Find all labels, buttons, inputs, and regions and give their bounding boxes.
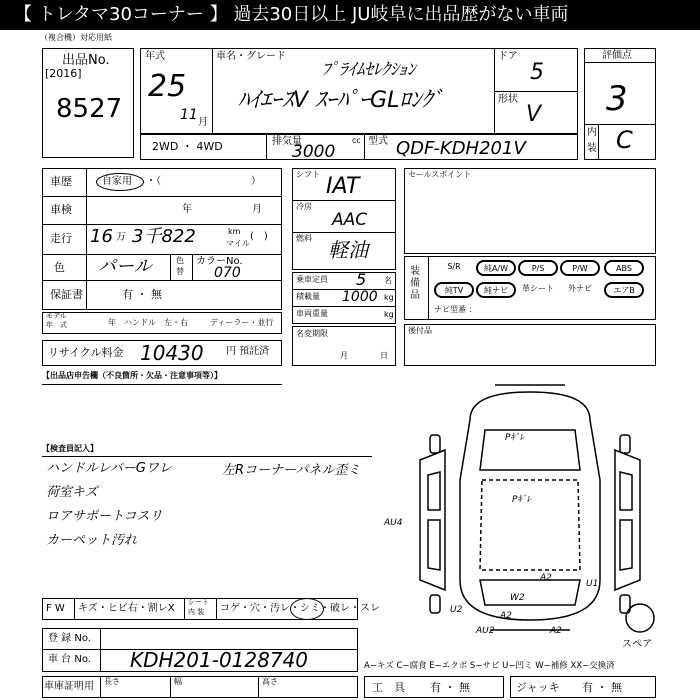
certificate-length: 長さ (104, 677, 120, 686)
grade-points-label: 評価点 (602, 50, 632, 61)
model-year-label2: 年 式 (46, 321, 67, 329)
warranty-options: 有 ・ 無 (122, 288, 162, 301)
displacement-label: 排気量 (272, 136, 302, 147)
inspection-note-left: ハンドルレバーGワレ (46, 461, 172, 476)
diagram-mark: U2 (450, 605, 463, 615)
notice-title: 【出品店申告欄（不良箇所・欠品・注意事項等）】 (42, 371, 222, 380)
equipment-item: 革シート (522, 284, 554, 293)
name-change-month: 月 (340, 351, 348, 360)
weight-unit: kg (384, 310, 394, 319)
recycle-suffix: 円 預託済 (226, 346, 270, 357)
shift-value: IAT (326, 174, 360, 199)
aircon-label: 冷房 (296, 202, 312, 211)
inspection-note-left: 荷室キズ (46, 485, 98, 500)
lot-number: 8527 (56, 94, 123, 124)
color-kae2: 替 (176, 267, 184, 276)
history-value: 自家用 (102, 176, 132, 187)
diagram-mark: W2 (510, 593, 525, 603)
tools-label: 工 具 (372, 681, 405, 694)
diagram-mark: A2 (540, 573, 552, 583)
diagram-mark: AU4 (384, 518, 403, 528)
load-unit: kg (384, 293, 394, 302)
drive-text: 2WD ・ 4WD (152, 140, 223, 153)
damage-legend: A−キズ C−腐食 E−エクボ S−サビ U−凹ミ W−補修 XX−交換済 (364, 661, 615, 671)
model-year-label1: モデル (46, 312, 67, 320)
model-year-dealer: ディーラー・並行 (210, 318, 274, 327)
model-value: QDF-KDH201V (396, 138, 526, 159)
mileage-rest: 3千822 (132, 226, 196, 247)
after-parts-box (404, 324, 656, 366)
aircon-value: AAC (332, 210, 368, 230)
car-damage-diagram (384, 380, 660, 650)
inspection-note-left: カーペット汚れ (46, 533, 138, 548)
shift-label: シフト (296, 170, 320, 179)
spare-label: スペア (622, 639, 652, 650)
mileage-man-value: 16 (90, 226, 113, 247)
lot-label: 出品No. (62, 53, 110, 68)
certificate-height: 高さ (262, 677, 278, 686)
equipment-item: 外ナビ (568, 284, 592, 293)
recycle-value: 10430 (140, 341, 204, 365)
displacement-unit: cc (352, 136, 361, 145)
month-value: 11 (180, 107, 198, 123)
name-change-label: 名変期限 (296, 329, 328, 338)
model-label: 型式 (368, 136, 388, 147)
mileage-mile: マイル (226, 239, 250, 248)
color-no: 070 (214, 265, 241, 281)
weight-label: 車両重量 (296, 309, 328, 318)
mileage-km: km (228, 227, 241, 236)
grade-label: 車名・グレード (216, 51, 286, 62)
seat-label2: 内 装 (188, 608, 205, 616)
mileage-label: 走行 (50, 232, 72, 245)
history-paren: ・（ ） (146, 176, 261, 187)
equipment-item: ABS (604, 260, 644, 276)
lot-year-stamp: [2016] (45, 67, 82, 80)
diagram-mark: Pｷﾞﾚ (512, 495, 531, 505)
mileage-man-unit: 万 (116, 232, 126, 243)
year-value: 25 (148, 69, 187, 104)
jack-value: 有 ・ 無 (582, 681, 622, 694)
displacement-value: 3000 (292, 142, 336, 162)
color-value: パール (98, 256, 152, 277)
load-value: 1000 (342, 289, 378, 305)
form-note: （複合機）対応用紙 (40, 33, 112, 42)
seat-circle (290, 598, 324, 620)
interior-value: C (616, 126, 633, 154)
grade-points-value: 3 (606, 79, 628, 119)
equipment-item: P/W (560, 260, 600, 276)
grade-line2: ﾊｲｴｰｽV ｽｰﾊﾟｰGLﾛﾝｸﾞ (238, 88, 444, 113)
month-unit: 月 (198, 117, 208, 128)
shaken-label: 車検 (50, 203, 72, 216)
doors-label: ドア (498, 51, 518, 62)
diagram-mark: A2 (500, 611, 512, 621)
equipment-item: エアB (604, 282, 644, 298)
inspection-note-left: ロアサポートコスリ (46, 509, 163, 524)
fuel-value: 軽油 (328, 238, 368, 262)
tools-value: 有 ・ 無 (430, 681, 470, 694)
equipment-item: 純A/W (476, 260, 516, 276)
registration-label: 登 録 No. (48, 633, 91, 644)
diagram-mark: U1 (586, 579, 599, 589)
shape-value: V (526, 102, 542, 127)
model-year-handle: ハンドル 左・右 (124, 318, 188, 327)
color-label: 色 (54, 261, 65, 274)
warranty-label: 保証書 (50, 288, 83, 301)
grade-line1: ﾌﾟﾗｲﾑｾﾚｸｼｮﾝ (322, 60, 416, 80)
navi-label: ナビ型番 ： (434, 305, 477, 314)
fw-label: F W (46, 603, 65, 614)
history-label: 車歴 (50, 175, 72, 188)
shaken-month: 月 (252, 204, 262, 215)
chassis-label: 車 台 No. (48, 654, 91, 665)
fw-text: キズ・ヒビ右・割レX (78, 603, 175, 614)
inspection-note-right: 左Rコーナーパネル歪ミ (222, 463, 361, 478)
equipment-item: 純ナビ (476, 282, 516, 298)
model-year-year: 年 (108, 318, 116, 327)
color-kae1: 色 (176, 256, 184, 265)
inspection-title: 【検査員記入】 (42, 444, 98, 453)
equipment-item: 純TV (434, 282, 474, 298)
certificate-label: 車庫証明用 (44, 681, 94, 692)
equipment-item: S/R (447, 262, 461, 271)
fuel-label: 燃料 (296, 234, 312, 243)
mileage-paren: ( ) (250, 231, 268, 242)
load-label: 積載量 (296, 292, 320, 301)
capacity-label: 乗車定員 (296, 275, 328, 284)
name-change-day: 日 (380, 351, 388, 360)
equipment-label: 装備品 (410, 266, 420, 301)
diagram-mark: A2 (550, 626, 562, 636)
diagram-mark: AU2 (476, 626, 495, 636)
shape-label: 形状 (498, 94, 518, 105)
shaken-year: 年 (182, 204, 192, 215)
doors-value: 5 (530, 60, 544, 85)
capacity-value: 5 (356, 270, 367, 289)
color-no-label: カラーNo. (196, 256, 243, 267)
after-parts-label: 後付品 (408, 326, 432, 335)
sales-point-label: セールスポイント (408, 170, 472, 179)
recycle-label: リサイクル料金 (48, 346, 124, 359)
sales-point-box (404, 168, 656, 254)
page-banner: 【 トレタマ30コーナー 】 過去30日以上 JU岐阜に出品歴がない車両 (0, 0, 700, 30)
diagram-mark: Pｷﾞﾚ (505, 433, 524, 443)
year-label: 年式 (145, 51, 165, 62)
jack-label: ジャッキ (516, 681, 560, 694)
chassis-value: KDH201-0128740 (130, 648, 309, 672)
equipment-item: P/S (518, 260, 558, 276)
capacity-unit: 名 (384, 276, 392, 285)
seat-label1: シート (188, 598, 209, 606)
interior-label1: 内 (587, 127, 597, 138)
interior-label2: 装 (587, 143, 597, 154)
seat-text: コゲ・穴・汚レ・シミ・破レ・スレ (220, 603, 380, 614)
certificate-width: 幅 (174, 677, 182, 686)
